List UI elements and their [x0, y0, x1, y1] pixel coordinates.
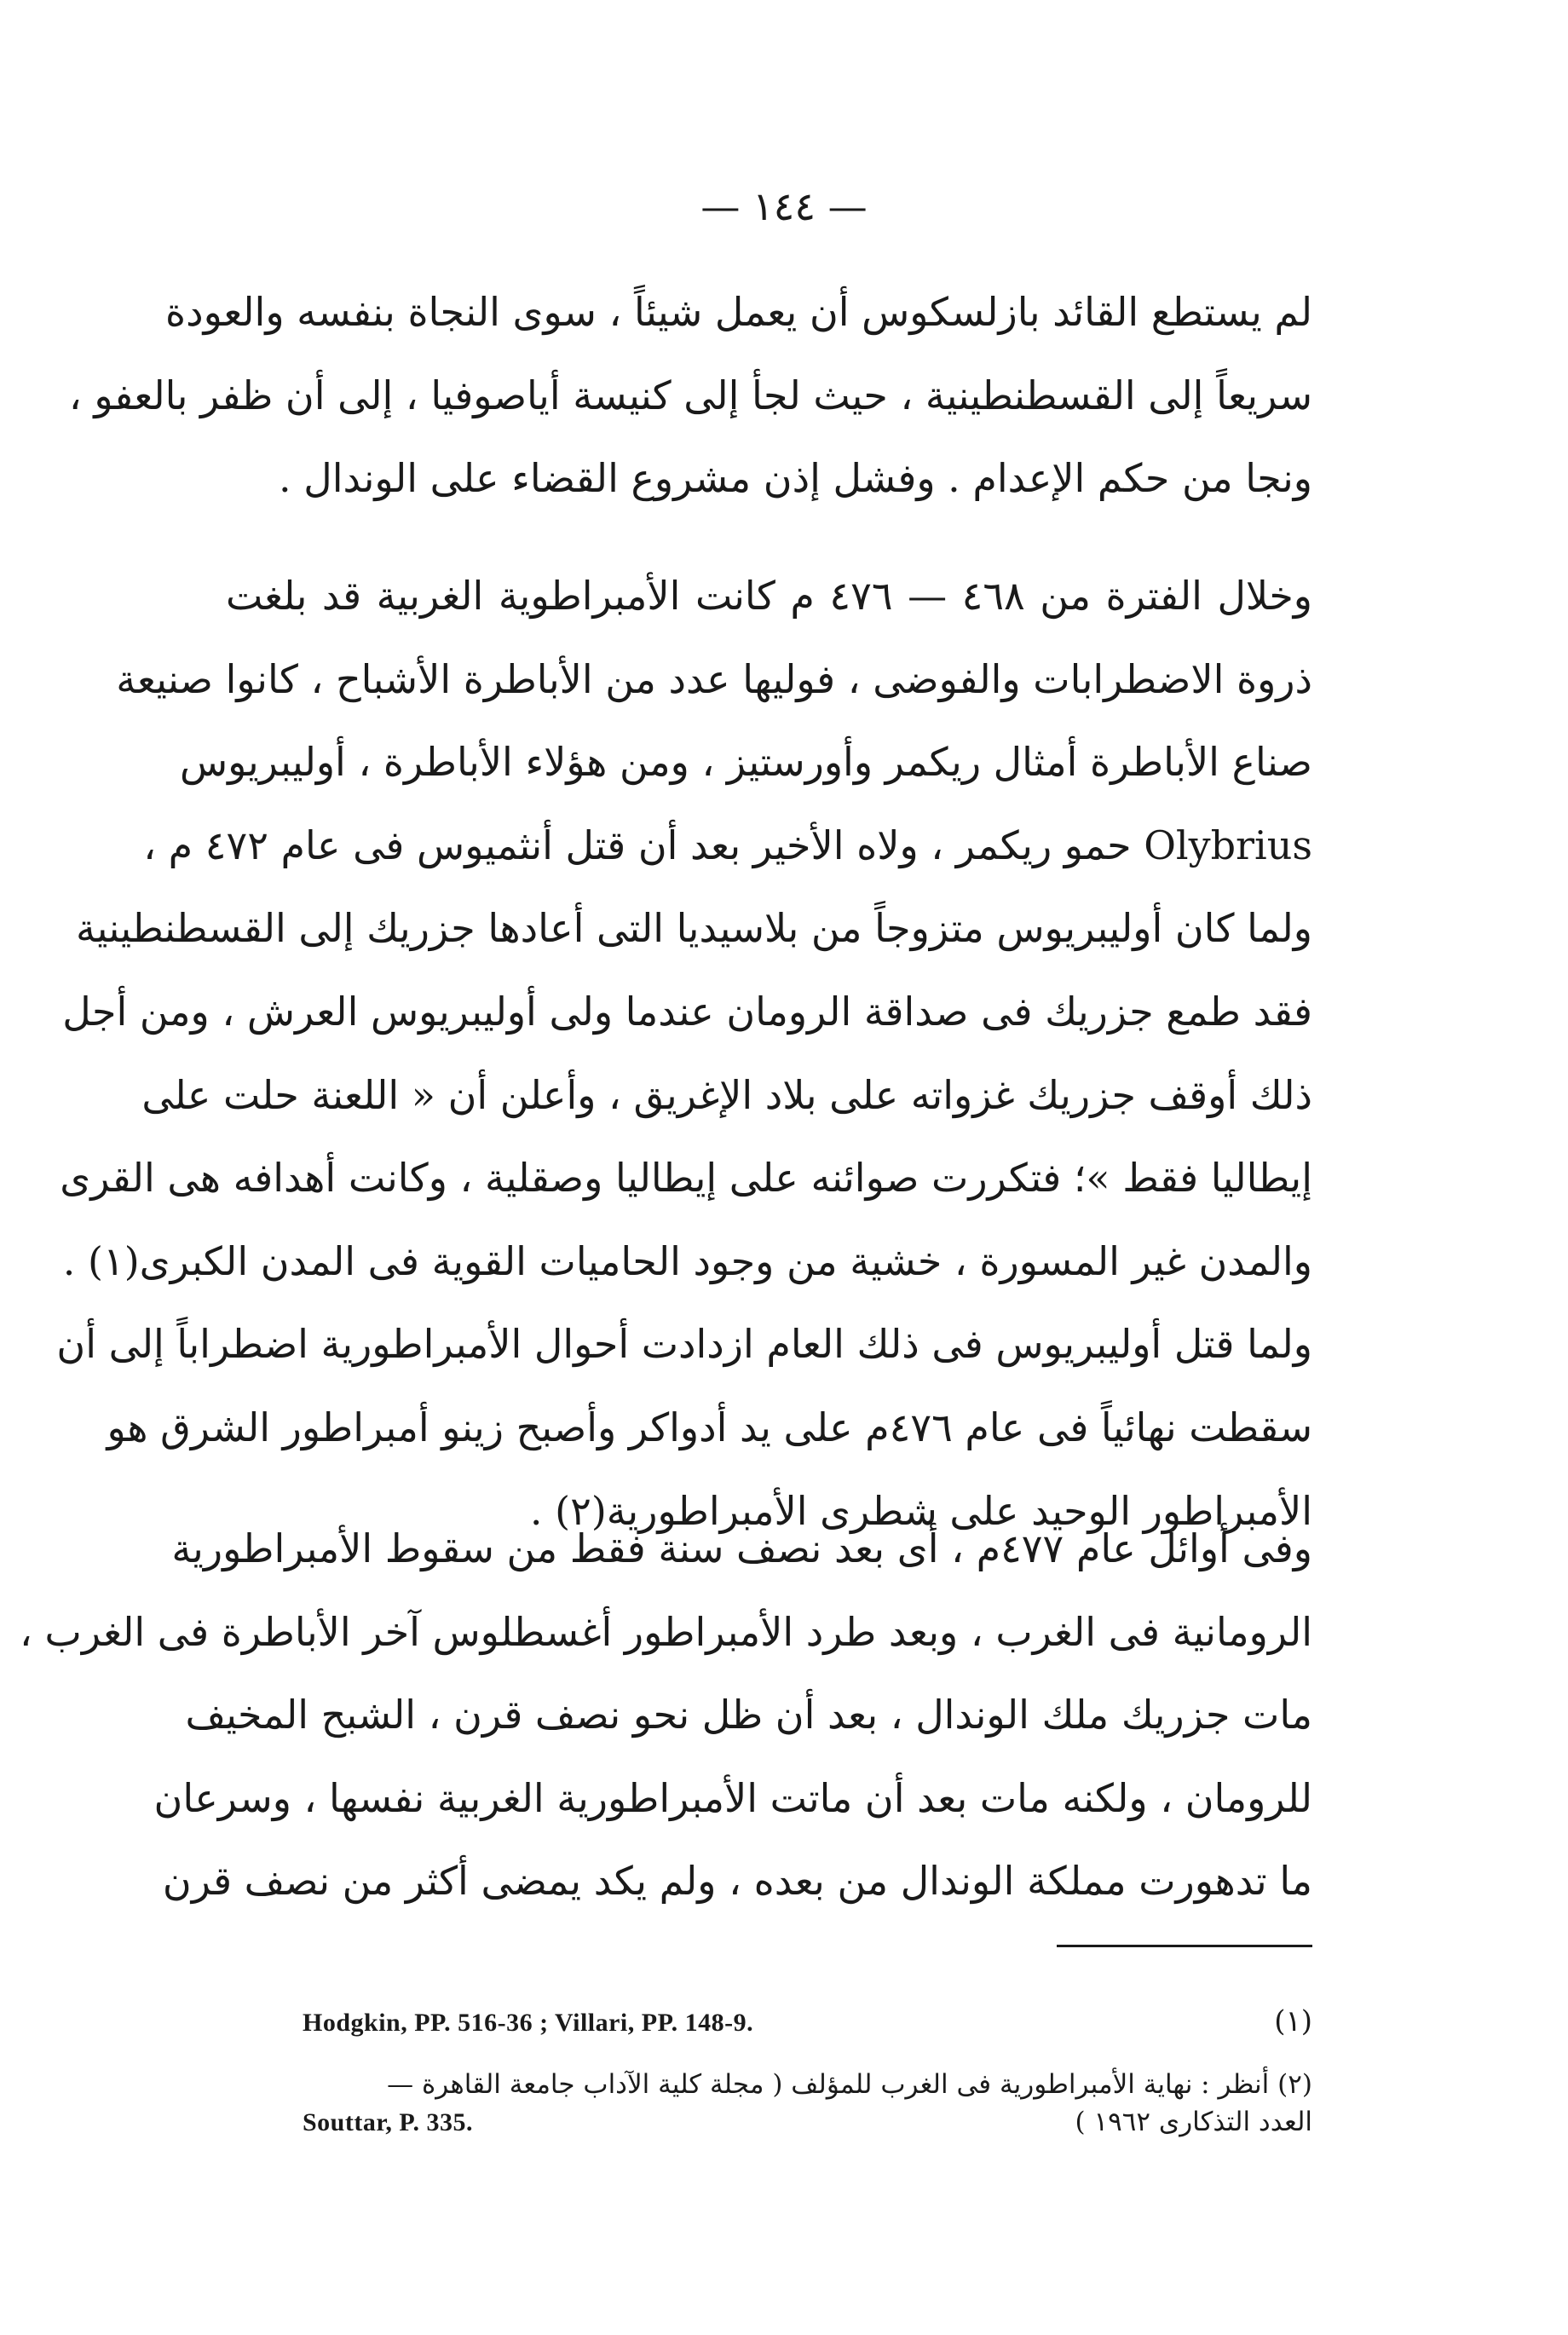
- footnote-marker: (١): [1274, 2004, 1312, 2038]
- footnote-1: [303, 2003, 1312, 2042]
- text-line: سريعاً إلى القسطنطينية ، حيث لجأ إلى كنيسة أياصوفيا ، إلى أن ظفر بالعفو ،: [68, 372, 1312, 418]
- text-line: والمدن غير المسورة ، خشية من وجود الحاميات القوية فى المدن الكبرى(١) .: [62, 1237, 1312, 1284]
- paragraph-3: [20, 1508, 1312, 1923]
- text-line: ذلك أوقف جزريك غزواته على بلاد الإغريق ، وأعلن أن « اللعنة حلت على: [141, 1071, 1312, 1118]
- footnote-text: أنظر : نهاية الأمبراطورية فى الغرب للمؤلف ( مجلة كلية الآداب جامعة القاهرة —: [387, 2069, 1270, 2100]
- text-line: صناع الأباطرة أمثال ريكمر وأورستيز ، ومن هؤلاء الأباطرة ، أوليبريوس: [179, 739, 1312, 786]
- footnote-citation: Souttar, P. 335.: [303, 2108, 473, 2136]
- text-line: ولما قتل أوليبريوس فى ذلك العام ازدادت أحوال الأمبراطورية اضطراباً إلى أن: [56, 1321, 1312, 1368]
- text-line: الرومانية فى الغرب ، وبعد طرد الأمبراطور أغسطلوس آخر الأباطرة فى الغرب ،: [20, 1608, 1312, 1655]
- text-line: ولما كان أوليبريوس متزوجاً من بلاسيديا التى أعادها جزريك إلى القسطنطينية: [76, 905, 1312, 952]
- text-line: ونجا من حكم الإعدام . وفشل إذن مشروع القضاء على الوندال .: [279, 455, 1312, 502]
- footnote-citation: Hodgkin, PP. 516-36 ; Villari, PP. 148-9.: [303, 2009, 754, 2037]
- text-line: وفى أوائل عام ٤٧٧م ، أى بعد نصف سنة فقط من سقوط الأمبراطورية: [171, 1525, 1312, 1571]
- text-line: ما تدهورت مملكة الوندال من بعده ، ولم يكد يمضى أكثر من نصف قرن: [162, 1858, 1312, 1905]
- text-line: Olybrius حمو ريكمر ، ولاه الأخير بعد أن قتل أنثميوس فى عام ٤٧٢ م ،: [143, 822, 1312, 868]
- text-line: فقد طمع جزريك فى صداقة الرومان عندما ولى أوليبريوس العرش ، ومن أجل: [62, 988, 1312, 1035]
- text-line: سقطت نهائياً فى عام ٤٧٦م على يد أدواكر وأصبح زينو أمبراطور الشرق هو: [107, 1404, 1312, 1450]
- paragraph-1: [68, 271, 1312, 521]
- text-line: لم يستطع القائد بازلسكوس أن يعمل شيئاً ، سوى النجاة بنفسه والعودة: [165, 289, 1312, 335]
- page-number: — ١٤٤ —: [700, 183, 868, 229]
- text-line: الأمبراطور الوحيد على شطرى الأمبراطورية(٢) .: [529, 1487, 1312, 1534]
- text-line: ذروة الاضطرابات والفوضى ، فوليها عدد من الأباطرة الأشباح ، كانوا صنيعة: [116, 655, 1312, 702]
- footnote-text: العدد التذكارى ١٩٦٢ ): [1075, 2107, 1312, 2137]
- text-line: وخلال الفترة من ٤٦٨ — ٤٧٦ م كانت الأمبراطوية الغربية قد بلغت: [226, 573, 1312, 619]
- footnote-separator: [1057, 1945, 1312, 1947]
- footnote-2: [303, 2066, 1312, 2142]
- text-line: إيطاليا فقط »؛ فتكررت صوائنه على إيطاليا وصقلية ، وكانت أهدافه هى القرى: [60, 1155, 1312, 1202]
- paragraph-2: [56, 555, 1312, 1553]
- text-line: للرومان ، ولكنه مات بعد أن ماتت الأمبراطورية الغربية نفسها ، وسرعان: [153, 1774, 1312, 1821]
- footnote-marker: (٢): [1277, 2069, 1312, 2100]
- text-line: مات جزريك ملك الوندال ، بعد أن ظل نحو نصف قرن ، الشبح المخيف: [185, 1692, 1312, 1738]
